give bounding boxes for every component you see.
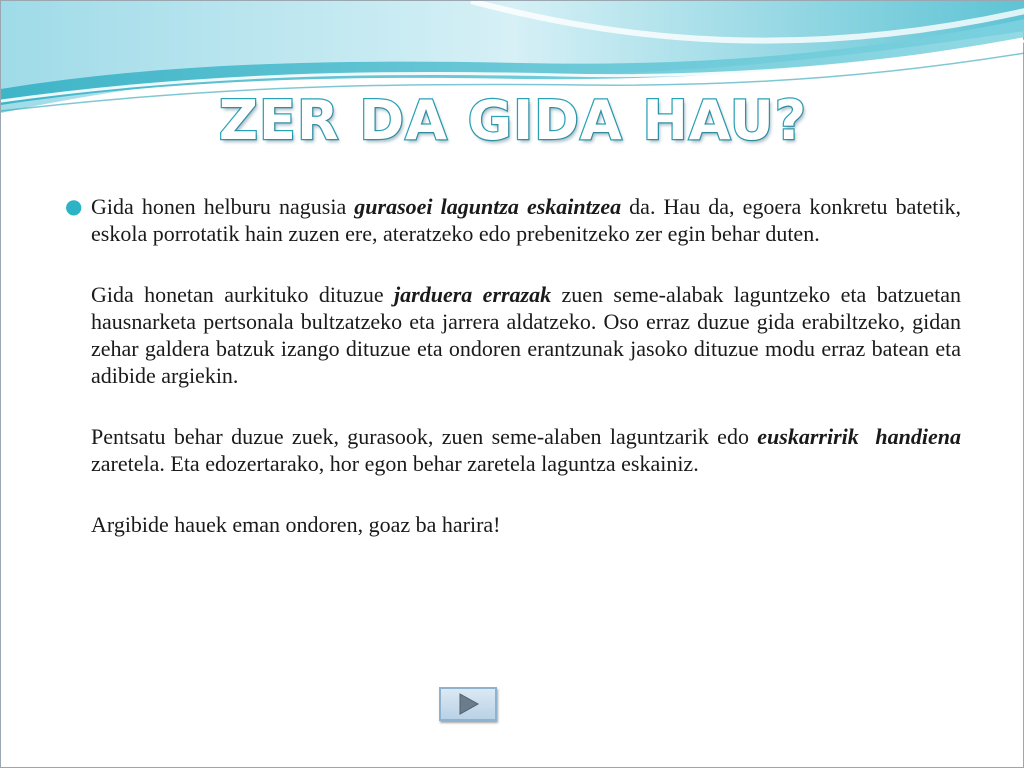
next-slide-button[interactable] <box>439 687 497 721</box>
paragraph-1 <box>65 193 961 247</box>
paragraph-4 <box>65 511 961 538</box>
slide-title: ZER DA GIDA HAU? <box>218 89 808 152</box>
emphasis-text: jarduera errazak <box>394 282 552 307</box>
paragraph-3 <box>65 423 961 477</box>
emphasis-text: gurasoei laguntza eskaintzea <box>354 194 622 219</box>
paragraph-text: zaretela. Eta edozertarako, hor egon behar zaretela laguntza eskainiz. <box>91 451 699 476</box>
paragraph-text: Pentsatu behar duzue zuek, gurasook, zuen seme-alaben laguntzarik edo <box>91 424 758 449</box>
paragraph-text: zuen seme-alabak laguntzeko eta batzuetan hausnarketa pertsonala bultzatzeko eta jarrera aldatzeko. Oso erraz duzue gida erabiltzeko, gidan zehar galdera batzuk izango dituzue eta ondoren erantzunak jasoko dituzue modu erraz batean eta adibide argiekin. <box>91 282 961 388</box>
paragraph-text: Gida honetan aurkituko dituzue <box>91 282 395 307</box>
paragraph-text: Gida honen helburu nagusia <box>91 194 355 219</box>
emphasis-text: euskarririk handiena <box>757 424 961 449</box>
bullet-icon: ● <box>65 194 83 218</box>
paragraph-2 <box>65 281 961 389</box>
paragraph-text: da. Hau da, egoera konkretu batetik, eskola porrotatik hain zuzen ere, ateratzeko edo prebenitzeko zer egin behar duten. <box>91 194 962 246</box>
slide-body <box>65 193 961 572</box>
paragraph-text: Argibide hauek eman ondoren, goaz ba harira! <box>91 512 501 537</box>
play-triangle-icon <box>456 692 480 716</box>
